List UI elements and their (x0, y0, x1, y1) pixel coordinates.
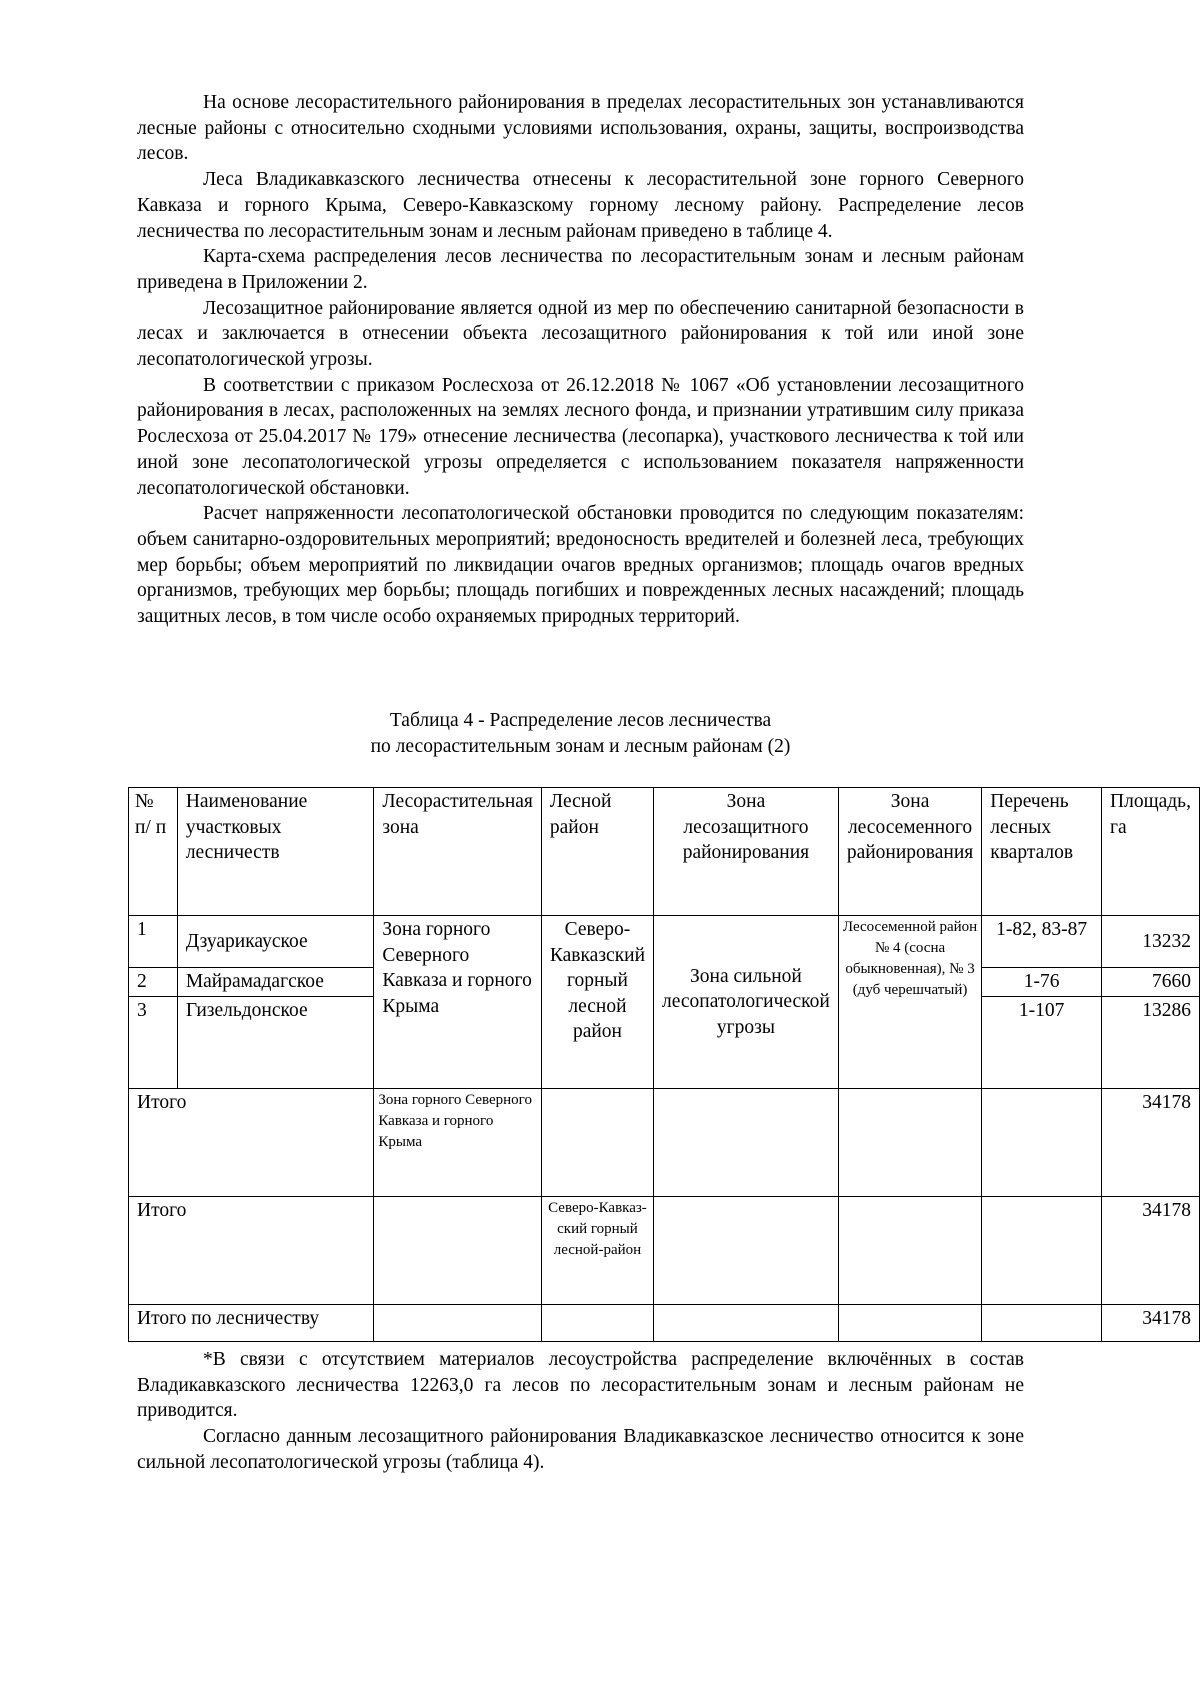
header-cell: Площадь, га (1102, 788, 1200, 916)
forest-distribution-table (128, 787, 1200, 1342)
paragraph: Карта-схема распределения лесов лесничества по лесорастительным зонам и лесным районам приведена в Приложении 2. (137, 246, 1024, 293)
footnote: *В связи с отсутствием материалов лесоустройства распределение включённых в состав Владикавказского лесничества 12263,0 га лесов по лесорастительным зонам и лесным районам не приводится. (137, 1349, 1024, 1422)
area: 7660 (1102, 968, 1200, 997)
caption-line: по лесорастительным зонам и лесным районам (2) (370, 736, 791, 757)
header-cell: Лесорастительная зона (374, 788, 542, 916)
total-area: 34178 (1102, 1196, 1200, 1304)
total-district (541, 1088, 653, 1196)
footer-text (137, 1347, 1024, 1476)
empty-cell (838, 1304, 981, 1341)
row-number: 1 (129, 916, 178, 968)
row-number: 2 (129, 968, 178, 997)
table-caption (137, 708, 1024, 760)
forestry-name: Дзуарикауское (177, 916, 374, 968)
total-area: 34178 (1102, 1304, 1200, 1341)
total-district (541, 1304, 653, 1341)
forest-district: Северо-Кавказский горный лесной район (541, 916, 653, 1089)
empty-cell (982, 1304, 1102, 1341)
row-number: 3 (129, 996, 178, 1088)
total-zone (374, 1196, 542, 1304)
conclusion: Согласно данным лесозащитного районирования Владикавказское лесничество относится к зоне сильной лесопатологической угрозы (таблица 4). (137, 1426, 1024, 1473)
header-cell: Лесной район (541, 788, 653, 916)
total-label: Итого по лесничеству (129, 1304, 374, 1341)
total-row (129, 1304, 1200, 1341)
body-text (137, 90, 1024, 630)
paragraph: Лесозащитное районирование является одной из мер по обеспечению санитарной безопасности в лесах и заключается в отнесении объекта лесозащитного районирования к той или иной зоне лесопатологической угрозы. (137, 297, 1024, 371)
total-district: Северо-Кавказ-ский горный лесной-район (541, 1196, 653, 1304)
paragraph: Расчет напряженности лесопатологической обстановки проводится по следующим показателям: объем санитарно-оздоровительных мероприятий; вредоносность вредителей и болезней леса, требующих мер борьбы; объем мероприятий по ликвидации очагов вредных организмов; площадь очагов вредных организмов, требующих мер борьбы; площадь погибших и поврежденных лесных насаждений; площадь защитных лесов, в том числе особо охраняемых природных территорий. (137, 503, 1024, 628)
header-row (129, 788, 1200, 916)
quarters: 1-107 (982, 996, 1102, 1088)
quarters: 1-82, 83-87 (982, 916, 1102, 968)
header-cell: Зона лесосеменного районирования (838, 788, 981, 916)
empty-cell (654, 1304, 839, 1341)
paragraph: В соответствии с приказом Рослесхоза от 26.12.2018 № 1067 «Об установлении лесозащитного районирования в лесах, расположенных на землях лесного фонда, и признании утратившим силу приказа Рослесхоза от 25.04.2017 № 179» отнесение лесничества (лесопарка), участкового лесничества к той или иной зоне лесопатологической угрозы определяется с использованием показателя напряженности лесопатологической обстановки. (137, 374, 1024, 499)
empty-cell (654, 1088, 839, 1196)
total-label: Итого (129, 1088, 374, 1196)
protection-zone: Зона сильной лесопатологической угрозы (654, 916, 839, 1089)
header-cell: Зона лесозащитного районирования (654, 788, 839, 916)
header-cell: Наименование участковых лесничеств (177, 788, 374, 916)
header-cell: Перечень лесных кварталов (982, 788, 1102, 916)
total-zone: Зона горного Северного Кавказа и горного Крыма (374, 1088, 542, 1196)
quarters: 1-76 (982, 968, 1102, 997)
total-row (129, 1088, 1200, 1196)
total-row (129, 1196, 1200, 1304)
empty-cell (982, 1088, 1102, 1196)
table-row (129, 916, 1200, 968)
total-label: Итого (129, 1196, 374, 1304)
empty-cell (982, 1196, 1102, 1304)
empty-cell (838, 1088, 981, 1196)
paragraph: Леса Владикавказского лесничества отнесены к лесорастительной зоне горного Северного Кавказа и горного Крыма, Северо-Кавказскому горному лесному району. Распределение лесов лесничества по лесорастительным зонам и лесным районам приведено в таблице 4. (137, 169, 1024, 242)
area: 13286 (1102, 996, 1200, 1088)
seed-zone: Лесосеменной район № 4 (сосна обыкновенная), № 3 (дуб черешчатый) (838, 916, 981, 1089)
header-cell: № п/ п (129, 788, 178, 916)
paragraph: На основе лесорастительного районирования в пределах лесорастительных зон устанавливаются лесные районы с относительно сходными условиями использования, охраны, защиты, воспроизводства лесов. (137, 92, 1024, 165)
empty-cell (838, 1196, 981, 1304)
forestry-name: Гизельдонское (177, 996, 374, 1088)
caption-line: Таблица 4 - Распределение лесов лесничества (389, 710, 772, 731)
empty-cell (654, 1196, 839, 1304)
forest-zone: Зона горного Северного Кавказа и горного Крыма (374, 916, 542, 1089)
total-zone (374, 1304, 542, 1341)
forestry-name: Майрамадагское (177, 968, 374, 997)
total-area: 34178 (1102, 1088, 1200, 1196)
area: 13232 (1102, 916, 1200, 968)
